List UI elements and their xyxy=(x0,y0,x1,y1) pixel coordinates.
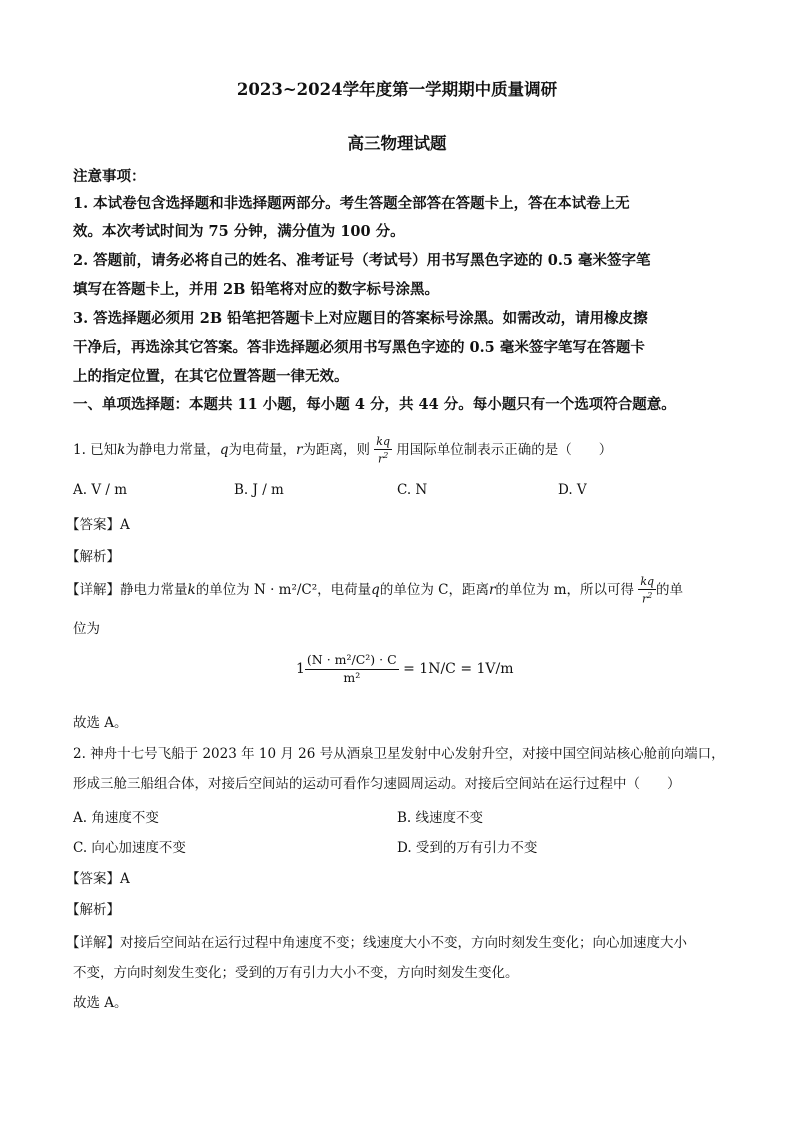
notes-line: 填写在答题卡上，并用 2B 铅笔将对应的数字标号涂黑。 xyxy=(73,281,439,298)
q1-detail-line: 【详解】静电力常量k的单位为 N · m²/C²，电荷量q的单位为 C，距离r的单位为 m，所以可得 $\frac{kq}{r^2}$ 的单 xyxy=(66,575,684,606)
question-2-stem: 2. 神舟十七号飞船于 2023 年 10 月 26 号从酒泉卫星发射中心发射升空，对接中国空间站核心舱前向端口， xyxy=(73,746,725,762)
q1-analysis-label: 【解析】 xyxy=(66,549,120,565)
q1-option-b: B. J / m xyxy=(234,482,284,498)
kq-over-r2-fraction: $\frac{kq}{r^2}$ xyxy=(640,575,655,606)
q2-conclusion: 故选 A。 xyxy=(73,995,128,1011)
q2-answer: 【答案】A xyxy=(66,871,130,887)
q2-option-d: D. 受到的万有引力不变 xyxy=(397,840,538,856)
page-subtitle: 高三物理试题 xyxy=(347,134,447,153)
notes-line: 3. 答选择题必须用 2B 铅笔把答题卡上对应题目的答案标号涂黑。如需改动，请用橡皮擦 xyxy=(73,310,648,327)
q1-option-a: A. V / m xyxy=(73,482,128,498)
page-title: 2023~2024学年度第一学期期中质量调研 xyxy=(236,80,558,99)
q1-conclusion: 故选 A。 xyxy=(73,715,128,731)
q2-detail-line: 【详解】对接后空间站在运行过程中角速度不变；线速度大小不变，方向时刻发生变化；向心加速度大小 xyxy=(66,935,687,951)
notes-line: 上的指定位置，在其它位置答题一律无效。 xyxy=(73,368,349,385)
q2-detail-line: 不变，方向时刻发生变化；受到的万有引力大小不变，方向时刻发生变化。 xyxy=(73,965,519,981)
unit-derivation-formula: 1 $\frac{\text{(N · m²/C²) · C}}{\text{m²}}$ = 1N/C = 1V/m xyxy=(296,652,514,685)
question-1-stem: 1. 已知k为静电力常量，q为电荷量，r为距离，则 $\frac{kq}{r^2}$ 用国际单位制表示正确的是（ ） xyxy=(73,435,613,466)
kq-over-r2-fraction: $\frac{kq}{r^2}$ xyxy=(376,435,390,466)
q1-detail-line: 位为 xyxy=(73,621,100,637)
notes-line: 干净后，再选涂其它答案。答非选择题必须用书写黑色字迹的 0.5 毫米签字笔写在答题卡 xyxy=(73,339,645,356)
q2-analysis-label: 【解析】 xyxy=(66,902,120,918)
q2-option-a: A. 角速度不变 xyxy=(73,810,159,826)
q1-answer: 【答案】A xyxy=(66,517,130,533)
notes-line: 2. 答题前，请务必将自己的姓名、准考证号（考试号）用书写黑色字迹的 0.5 毫米签字笔 xyxy=(73,252,651,269)
q1-option-d: D. V xyxy=(558,482,587,498)
notes-heading: 注意事项： xyxy=(73,168,146,185)
q2-option-b: B. 线速度不变 xyxy=(397,810,484,826)
notes-line: 效。本次考试时间为 75 分钟，满分值为 100 分。 xyxy=(73,223,405,240)
question-2-stem: 形成三舱三船组合体，对接后空间站的运动可看作匀速圆周运动。对接后空间站在运行过程中（ ） xyxy=(73,776,681,792)
notes-line: 1. 本试卷包含选择题和非选择题两部分。考生答题全部答在答题卡上，答在本试卷上无 xyxy=(73,195,630,212)
q1-option-c: C. N xyxy=(397,482,428,498)
section-heading: 一、单项选择题：本题共 11 小题，每小题 4 分，共 44 分。每小题只有一个选项符合题意。 xyxy=(73,396,676,413)
q2-option-c: C. 向心加速度不变 xyxy=(73,840,186,856)
